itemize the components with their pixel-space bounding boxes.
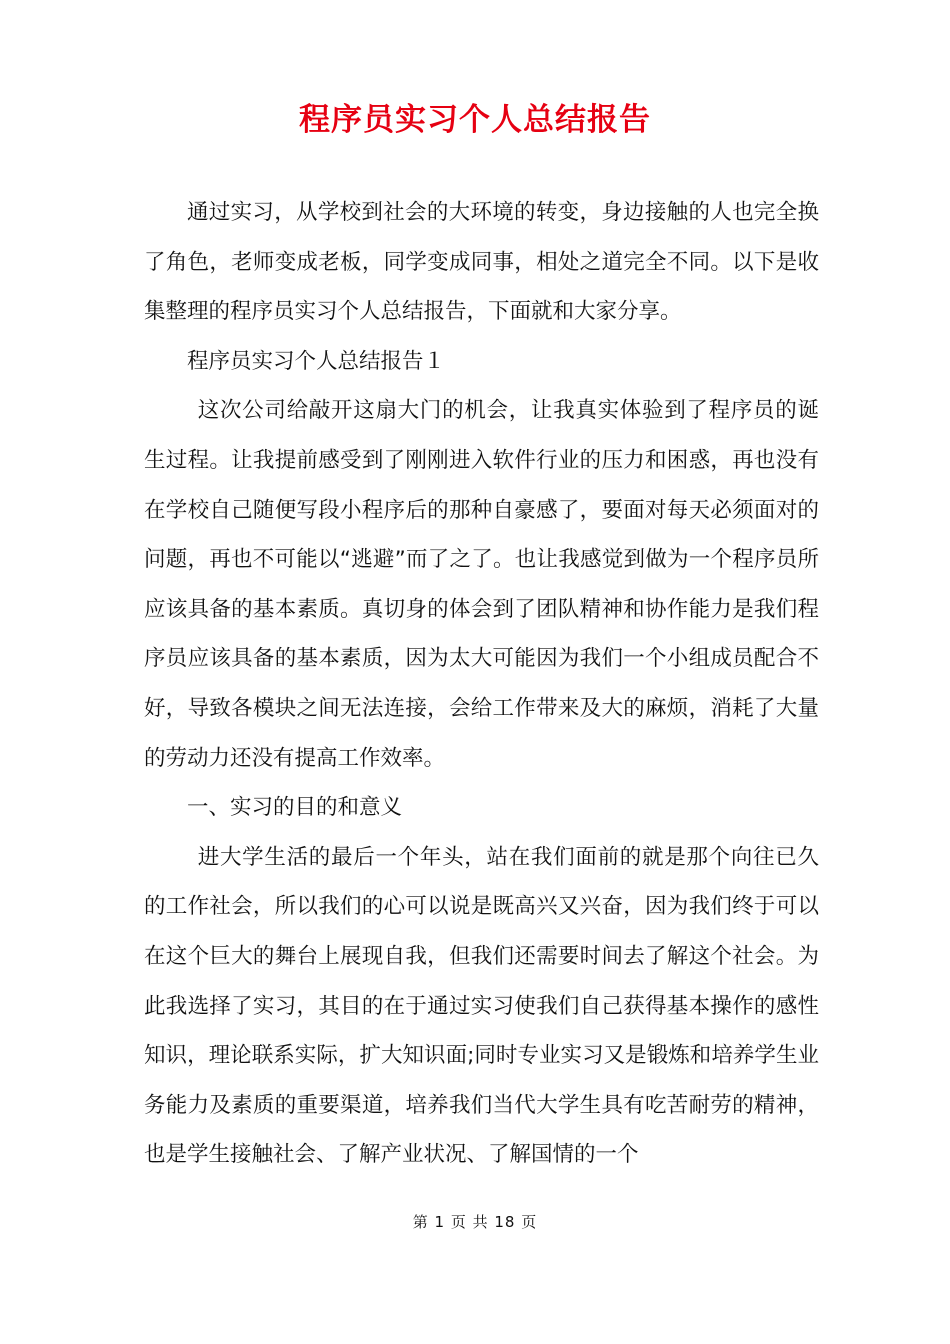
section-heading-purpose: 一、实习的目的和意义 [187,795,403,821]
document-body [144,188,819,1180]
purpose-paragraph: 进大学生活的最后一个年头，站在我们面前的就是那个向往已久的工作社会，所以我们的心可以说是既高兴又兴奋，因为我们终于可以在这个巨大的舞台上展现自我，但我们还需要时间去了解这个社会。为此我选择了实习，其目的在于通过实习使我们自己获得基本操作的感性知识，理论联系实际，扩大知识面;同时专业实习又是锻炼和培养学生业务能力及素质的重要渠道，培养我们当代大学生具有吃苦耐劳的精神，也是学生接触社会、了解产业状况、了解国情的一个 [144,844,819,1168]
section-heading-report-1: 程序员实习个人总结报告１ [187,348,446,374]
report-1-paragraph: 这次公司给敲开这扇大门的机会，让我真实体验到了程序员的诞生过程。让我提前感受到了刚刚进入软件行业的压力和困惑，再也没有在学校自己随便写段小程序后的那种自豪感了，要面对每天必须面对的问题，再也不可能以“逃避”而了之了。也让我感觉到做为一个程序员所应该具备的基本素质。真切身的体会到了团队精神和协作能力是我们程序员应该具备的基本素质，因为太大可能因为我们一个小组成员配合不好，导致各模块之间无法连接，会给工作带来及大的麻烦，消耗了大量的劳动力还没有提高工作效率。 [144,398,819,771]
intro-paragraph: 通过实习，从学校到社会的大环境的转变，身边接触的人也完全换了角色，老师变成老板，同学变成同事，相处之道完全不同。以下是收集整理的程序员实习个人总结报告，下面就和大家分享。 [144,200,819,325]
document-title: 程序员实习个人总结报告 [299,102,651,138]
page-number-footer: 第 1 页 共 18 页 [412,1213,538,1231]
